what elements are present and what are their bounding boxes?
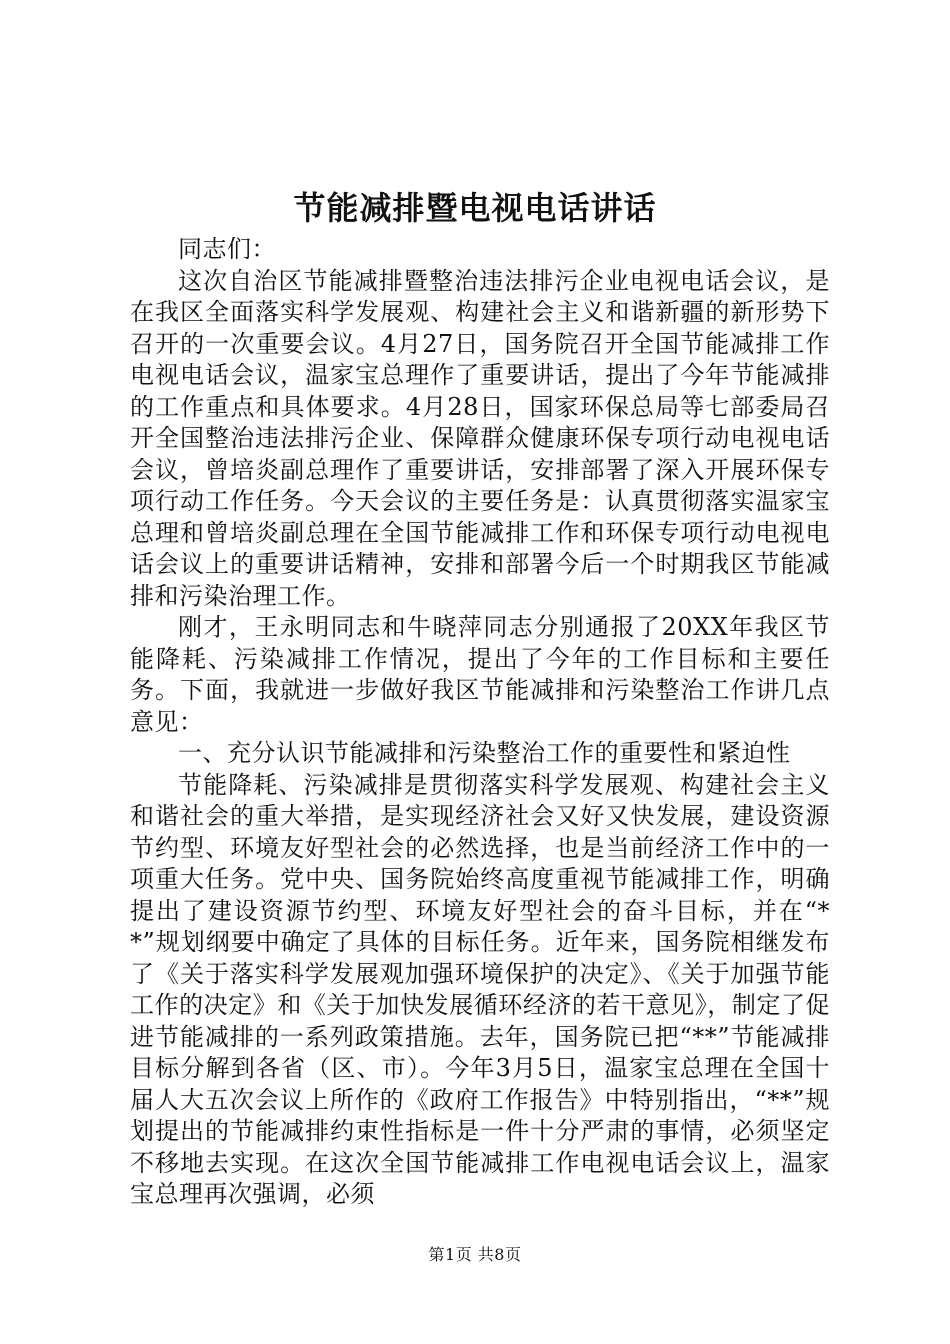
document-body: [130, 234, 830, 1211]
body-paragraph: 刚才，王永明同志和牛晓萍同志分别通报了20XX年我区节能降耗、污染减排工作情况，提出了今年的工作目标和主要任务。下面，我就进一步做好我区节能减排和污染整治工作讲几点意见：: [130, 613, 830, 736]
body-paragraph: 节能降耗、污染减排是贯彻落实科学发展观、构建社会主义和谐社会的重大举措，是实现经济社会又好又快发展，建设资源节约型、环境友好型社会的必然选择，也是当前经济工作中的一项重大任务。党中央、国务院始终高度重视节能减排工作，明确提出了建设资源节约型、环境友好型社会的奋斗目标，并在“**”规划纲要中确定了具体的目标任务。近年来，国务院相继发布了《关于落实科学发展观加强环境保护的决定》、《关于加强节能工作的决定》和《关于加快发展循环经济的若干意见》，制定了促进节能减排的一系列政策措施。去年，国务院已把“**”节能减排目标分解到各省（区、市）。今年3月5日，温家宝总理在全国十届人大五次会议上所作的《政府工作报告》中特别指出，“**”规划提出的节能减排约束性指标是一件十分严肃的事情，必须坚定不移地去实现。在这次全国节能减排工作电视电话会议上，温家宝总理再次强调，必须: [130, 770, 830, 1208]
salutation-paragraph: 同志们：: [178, 235, 276, 263]
section-heading: 一、充分认识节能减排和污染整治工作的重要性和紧迫性: [178, 739, 791, 767]
body-paragraph: 这次自治区节能减排暨整治违法排污企业电视电话会议，是在我区全面落实科学发展观、构建社会主义和谐新疆的新形势下召开的一次重要会议。4月27日，国务院召开全国节能减排工作电视电话会议，温家宝总理作了重要讲话，提出了今年节能减排的工作重点和具体要求。4月28日，国家环保总局等七部委局召开全国整治违法排污企业、保障群众健康环保专项行动电视电话会议，曾培炎副总理作了重要讲话，安排部署了深入开展环保专项行动工作任务。今天会议的主要任务是：认真贯彻落实温家宝总理和曾培炎副总理在全国节能减排工作和环保专项行动电视电话会议上的重要讲话精神，安排和部署今后一个时期我区节能减排和污染治理工作。: [130, 266, 830, 610]
page-number-footer: 第1页 共8页: [428, 1245, 522, 1264]
document-title: 节能减排暨电视电话讲话: [293, 189, 657, 227]
